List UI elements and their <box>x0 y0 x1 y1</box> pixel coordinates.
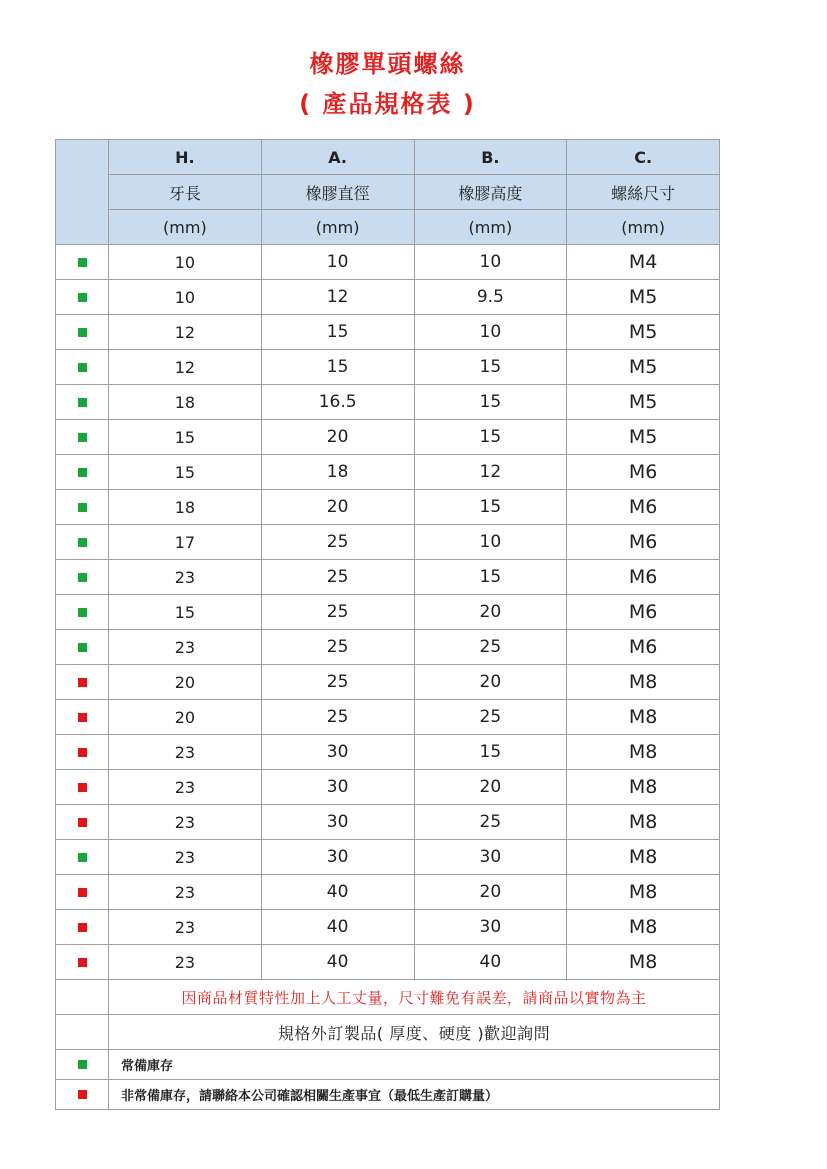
rubber-height-cell: 20 <box>414 875 567 910</box>
green-square-icon <box>78 1060 87 1069</box>
thread-length-cell: 15 <box>109 455 262 490</box>
thread-length-cell: 23 <box>109 770 262 805</box>
tolerance-note: 因商品材質特性加上人工丈量，尺寸難免有誤差，請商品以實物為主 <box>109 980 720 1015</box>
rubber-diameter-cell: 15 <box>261 315 414 350</box>
header-name-c: 螺絲尺寸 <box>567 175 720 210</box>
header-unit-h: (mm) <box>109 210 262 245</box>
red-square-icon <box>78 958 87 967</box>
rubber-diameter-cell: 30 <box>261 770 414 805</box>
custom-note-row <box>56 1015 720 1050</box>
screw-size-cell: M8 <box>567 770 720 805</box>
screw-size-cell: M4 <box>567 245 720 280</box>
document-title: 橡膠單頭螺絲 <box>309 50 466 78</box>
document-subtitle: ( 產品規格表 ) <box>299 90 476 118</box>
green-square-icon <box>78 293 87 302</box>
header-code-b: B. <box>414 140 567 175</box>
table-row <box>56 910 720 945</box>
rubber-diameter-cell: 30 <box>261 735 414 770</box>
stock-marker-cell <box>56 770 109 805</box>
rubber-diameter-cell: 25 <box>261 700 414 735</box>
thread-length-cell: 23 <box>109 805 262 840</box>
green-square-icon <box>78 538 87 547</box>
screw-size-cell: M6 <box>567 630 720 665</box>
green-square-icon <box>78 258 87 267</box>
rubber-diameter-cell: 12 <box>261 280 414 315</box>
legend-marker-cell <box>56 1050 109 1080</box>
stock-marker-cell <box>56 245 109 280</box>
rubber-diameter-cell: 40 <box>261 875 414 910</box>
table-row <box>56 805 720 840</box>
thread-length-cell: 12 <box>109 350 262 385</box>
red-square-icon <box>78 818 87 827</box>
table-row <box>56 665 720 700</box>
rubber-diameter-cell: 25 <box>261 525 414 560</box>
rubber-height-cell: 25 <box>414 805 567 840</box>
table-row <box>56 525 720 560</box>
header-code-a: A. <box>261 140 414 175</box>
thread-length-cell: 20 <box>109 665 262 700</box>
table-row <box>56 595 720 630</box>
thread-length-cell: 23 <box>109 910 262 945</box>
screw-size-cell: M8 <box>567 665 720 700</box>
rubber-height-cell: 10 <box>414 245 567 280</box>
stock-marker-cell <box>56 735 109 770</box>
table-row <box>56 280 720 315</box>
spec-table <box>55 139 720 1110</box>
thread-length-cell: 10 <box>109 245 262 280</box>
green-square-icon <box>78 363 87 372</box>
stock-marker-cell <box>56 385 109 420</box>
screw-size-cell: M8 <box>567 700 720 735</box>
red-square-icon <box>78 748 87 757</box>
table-row <box>56 770 720 805</box>
header-code-row <box>56 140 720 175</box>
screw-size-cell: M8 <box>567 910 720 945</box>
thread-length-cell: 10 <box>109 280 262 315</box>
green-square-icon <box>78 608 87 617</box>
red-square-icon <box>78 783 87 792</box>
table-row <box>56 875 720 910</box>
screw-size-cell: M5 <box>567 385 720 420</box>
thread-length-cell: 15 <box>109 595 262 630</box>
thread-length-cell: 15 <box>109 420 262 455</box>
rubber-diameter-cell: 10 <box>261 245 414 280</box>
rubber-diameter-cell: 25 <box>261 595 414 630</box>
header-code-c: C. <box>567 140 720 175</box>
rubber-diameter-cell: 16.5 <box>261 385 414 420</box>
green-square-icon <box>78 503 87 512</box>
rubber-diameter-cell: 40 <box>261 910 414 945</box>
legend-in-stock-row <box>56 1050 720 1080</box>
thread-length-cell: 23 <box>109 840 262 875</box>
stock-marker-cell <box>56 350 109 385</box>
rubber-height-cell: 15 <box>414 490 567 525</box>
header-unit-c: (mm) <box>567 210 720 245</box>
screw-size-cell: M8 <box>567 945 720 980</box>
rubber-height-cell: 20 <box>414 665 567 700</box>
screw-size-cell: M5 <box>567 280 720 315</box>
table-body <box>56 245 720 980</box>
note-spacer-cell <box>56 1015 109 1050</box>
stock-marker-cell <box>56 490 109 525</box>
legend-not-in-stock-row <box>56 1080 720 1110</box>
table-row <box>56 350 720 385</box>
stock-marker-cell <box>56 805 109 840</box>
red-square-icon <box>78 923 87 932</box>
rubber-diameter-cell: 18 <box>261 455 414 490</box>
stock-marker-cell <box>56 455 109 490</box>
screw-size-cell: M8 <box>567 805 720 840</box>
legend-in-stock-label: 常備庫存 <box>109 1050 720 1080</box>
green-square-icon <box>78 468 87 477</box>
tolerance-note-row <box>56 980 720 1015</box>
screw-size-cell: M5 <box>567 315 720 350</box>
green-square-icon <box>78 853 87 862</box>
green-square-icon <box>78 328 87 337</box>
rubber-diameter-cell: 30 <box>261 840 414 875</box>
header-name-row <box>56 175 720 210</box>
table-row <box>56 630 720 665</box>
thread-length-cell: 17 <box>109 525 262 560</box>
table-row <box>56 315 720 350</box>
thread-length-cell: 18 <box>109 490 262 525</box>
rubber-diameter-cell: 25 <box>261 630 414 665</box>
thread-length-cell: 23 <box>109 875 262 910</box>
green-square-icon <box>78 573 87 582</box>
screw-size-cell: M8 <box>567 875 720 910</box>
rubber-height-cell: 25 <box>414 630 567 665</box>
screw-size-cell: M6 <box>567 490 720 525</box>
green-square-icon <box>78 398 87 407</box>
table-row <box>56 385 720 420</box>
rubber-height-cell: 9.5 <box>414 280 567 315</box>
stock-marker-cell <box>56 945 109 980</box>
table-row <box>56 945 720 980</box>
stock-marker-cell <box>56 525 109 560</box>
rubber-height-cell: 10 <box>414 525 567 560</box>
rubber-diameter-cell: 40 <box>261 945 414 980</box>
rubber-height-cell: 12 <box>414 455 567 490</box>
red-square-icon <box>78 713 87 722</box>
rubber-height-cell: 40 <box>414 945 567 980</box>
stock-marker-cell <box>56 630 109 665</box>
rubber-diameter-cell: 20 <box>261 490 414 525</box>
table-row <box>56 700 720 735</box>
rubber-height-cell: 20 <box>414 770 567 805</box>
rubber-height-cell: 30 <box>414 840 567 875</box>
rubber-diameter-cell: 25 <box>261 665 414 700</box>
header-name-b: 橡膠高度 <box>414 175 567 210</box>
stock-marker-cell <box>56 560 109 595</box>
thread-length-cell: 12 <box>109 315 262 350</box>
screw-size-cell: M6 <box>567 560 720 595</box>
rubber-diameter-cell: 20 <box>261 420 414 455</box>
stock-marker-cell <box>56 280 109 315</box>
screw-size-cell: M8 <box>567 735 720 770</box>
thread-length-cell: 23 <box>109 945 262 980</box>
rubber-diameter-cell: 15 <box>261 350 414 385</box>
legend-not-in-stock-label: 非常備庫存，請聯絡本公司確認相關生產事宜（最低生產訂購量） <box>109 1080 720 1110</box>
header-unit-a: (mm) <box>261 210 414 245</box>
stock-marker-cell <box>56 420 109 455</box>
thread-length-cell: 23 <box>109 630 262 665</box>
header-name-a: 橡膠直徑 <box>261 175 414 210</box>
table-row <box>56 840 720 875</box>
rubber-height-cell: 15 <box>414 385 567 420</box>
green-square-icon <box>78 433 87 442</box>
header-unit-b: (mm) <box>414 210 567 245</box>
header-name-h: 牙長 <box>109 175 262 210</box>
thread-length-cell: 23 <box>109 735 262 770</box>
table-row <box>56 455 720 490</box>
rubber-height-cell: 15 <box>414 560 567 595</box>
legend-marker-cell <box>56 1080 109 1110</box>
screw-size-cell: M8 <box>567 840 720 875</box>
rubber-diameter-cell: 30 <box>261 805 414 840</box>
table-row <box>56 490 720 525</box>
red-square-icon <box>78 888 87 897</box>
thread-length-cell: 18 <box>109 385 262 420</box>
table-row <box>56 245 720 280</box>
note-spacer-cell <box>56 980 109 1015</box>
stock-marker-cell <box>56 910 109 945</box>
thread-length-cell: 23 <box>109 560 262 595</box>
stock-marker-cell <box>56 595 109 630</box>
rubber-height-cell: 15 <box>414 350 567 385</box>
rubber-height-cell: 30 <box>414 910 567 945</box>
thread-length-cell: 20 <box>109 700 262 735</box>
table-row <box>56 420 720 455</box>
red-square-icon <box>78 1090 87 1099</box>
screw-size-cell: M6 <box>567 455 720 490</box>
green-square-icon <box>78 643 87 652</box>
rubber-height-cell: 15 <box>414 420 567 455</box>
rubber-height-cell: 25 <box>414 700 567 735</box>
custom-order-note: 規格外訂製品( 厚度、硬度 )歡迎詢問 <box>109 1015 720 1050</box>
screw-size-cell: M5 <box>567 350 720 385</box>
rubber-height-cell: 20 <box>414 595 567 630</box>
rubber-diameter-cell: 25 <box>261 560 414 595</box>
stock-marker-cell <box>56 665 109 700</box>
header-stock-cell <box>56 140 109 245</box>
header-unit-row <box>56 210 720 245</box>
rubber-height-cell: 15 <box>414 735 567 770</box>
screw-size-cell: M6 <box>567 525 720 560</box>
rubber-height-cell: 10 <box>414 315 567 350</box>
stock-marker-cell <box>56 875 109 910</box>
stock-marker-cell <box>56 700 109 735</box>
header-code-h: H. <box>109 140 262 175</box>
stock-marker-cell <box>56 315 109 350</box>
screw-size-cell: M5 <box>567 420 720 455</box>
table-row <box>56 560 720 595</box>
screw-size-cell: M6 <box>567 595 720 630</box>
red-square-icon <box>78 678 87 687</box>
table-row <box>56 735 720 770</box>
stock-marker-cell <box>56 840 109 875</box>
